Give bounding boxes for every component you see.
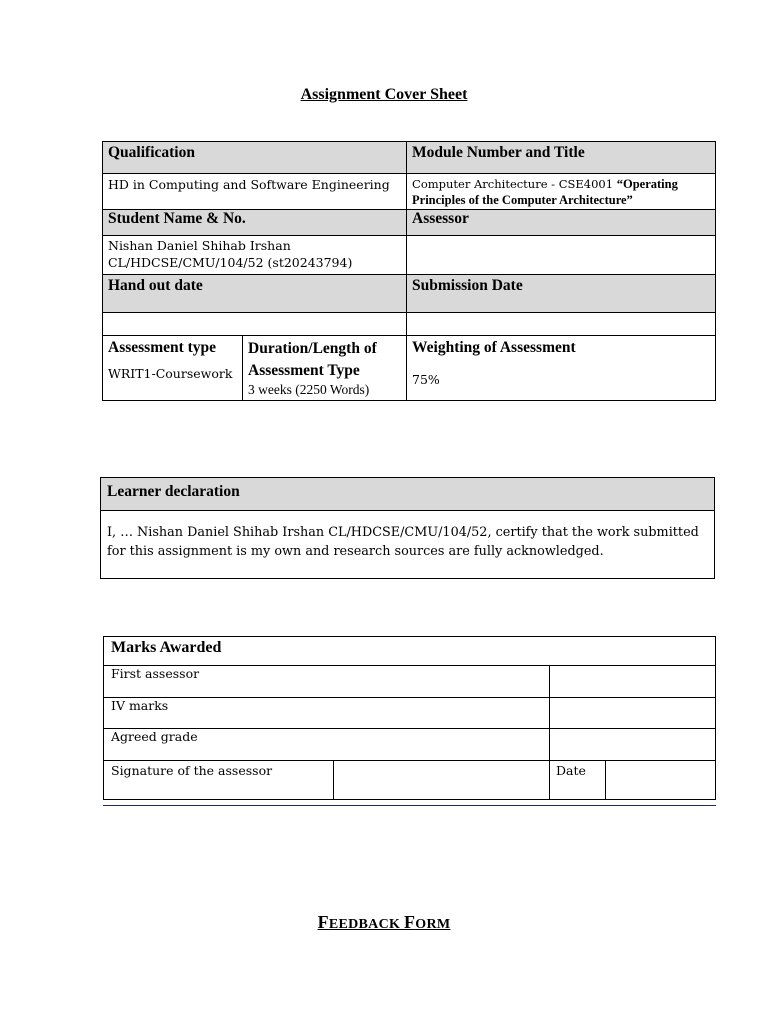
student-number: CL/HDCSE/CMU/104/52 (st20243794) <box>108 255 353 270</box>
form-initial: F <box>404 912 416 932</box>
handout-value <box>103 313 407 336</box>
first-assessor-label: First assessor <box>104 666 550 698</box>
qualification-value: HD in Computing and Software Engineering <box>103 174 407 210</box>
iv-marks-value <box>550 698 716 729</box>
learner-declaration-table <box>100 477 715 579</box>
form-rest: ORM <box>415 917 451 932</box>
submission-label: Submission Date <box>407 275 716 313</box>
module-label: Module Number and Title <box>407 142 716 174</box>
signature-value <box>334 761 550 800</box>
declaration-text: I, … Nishan Daniel Shihab Irshan CL/HDCSE/CMU/104/52, certify that the work submitted for this assignment is my own and research sources are fully acknowledged. <box>101 511 715 579</box>
duration-label: Duration/Length of Assessment Type <box>248 340 377 379</box>
weighting-label: Weighting of Assessment <box>412 339 576 356</box>
duration-cell <box>243 336 407 401</box>
duration-value: 3 weeks (2250 Words) <box>248 382 370 397</box>
assessment-type-cell <box>103 336 243 401</box>
feedback-rest: EEDBACK <box>328 917 404 932</box>
date-label: Date <box>550 761 606 800</box>
first-assessor-value <box>550 666 716 698</box>
signature-label: Signature of the assessor <box>104 761 334 800</box>
cover-details-table <box>102 141 716 401</box>
student-name: Nishan Daniel Shihab Irshan <box>108 238 291 253</box>
feedback-initial: F <box>317 912 329 932</box>
handout-label: Hand out date <box>103 275 407 313</box>
module-value-plain: Computer Architecture - CSE4001 <box>412 177 617 191</box>
agreed-grade-value <box>550 729 716 761</box>
marks-awarded-label: Marks Awarded <box>104 637 716 666</box>
assessor-label: Assessor <box>407 210 716 236</box>
student-label: Student Name & No. <box>103 210 407 236</box>
agreed-grade-label: Agreed grade <box>104 729 550 761</box>
weighting-cell <box>407 336 716 401</box>
date-value <box>606 761 716 800</box>
submission-value <box>407 313 716 336</box>
module-value <box>407 174 716 210</box>
declaration-label: Learner declaration <box>101 478 715 511</box>
assessment-type-value: WRIT1-Coursework <box>108 366 233 381</box>
page-title: Assignment Cover Sheet <box>300 86 468 103</box>
weighting-value: 75% <box>412 372 440 387</box>
marks-awarded-table <box>103 636 716 800</box>
student-value <box>103 236 407 275</box>
iv-marks-label: IV marks <box>104 698 550 729</box>
feedback-form-heading <box>0 912 768 933</box>
assessor-value <box>407 236 716 275</box>
divider-line <box>103 805 716 806</box>
qualification-label: Qualification <box>103 142 407 174</box>
assessment-type-label: Assessment type <box>108 339 217 356</box>
module-value-bold: “Operating Principles of the Computer Architecture” <box>412 177 678 207</box>
